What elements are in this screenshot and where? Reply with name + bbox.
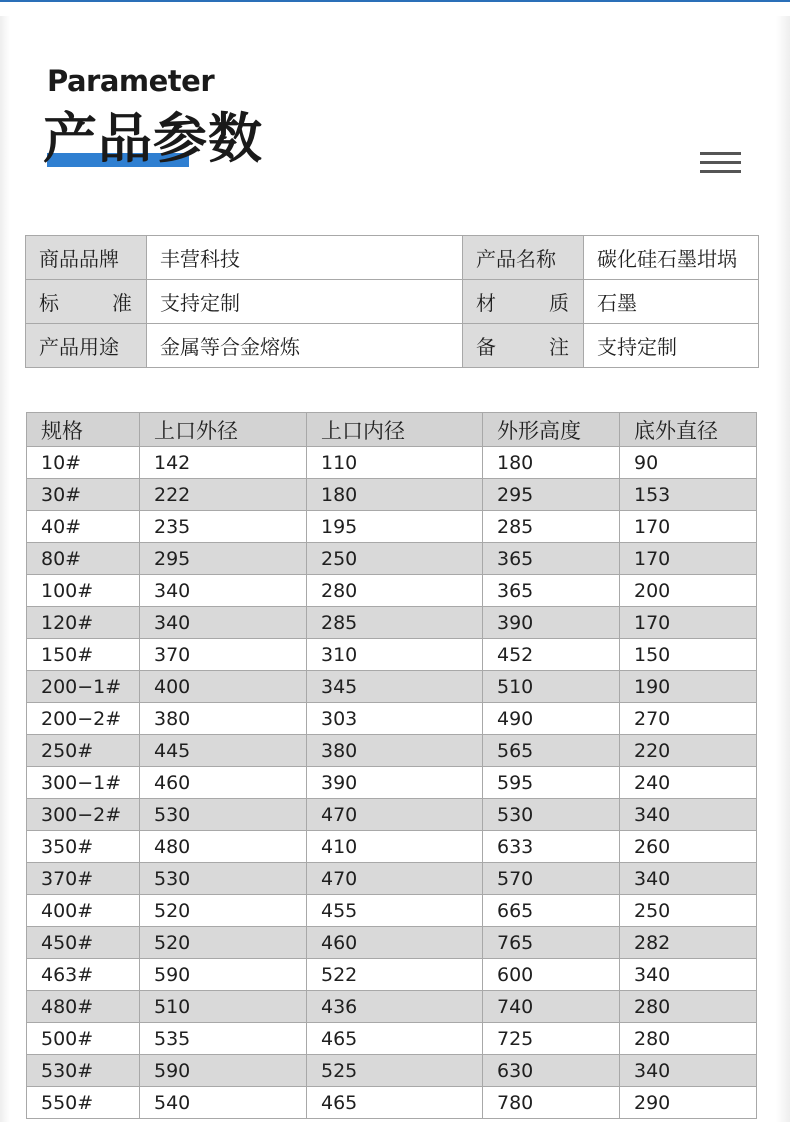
table-cell: 295 <box>483 479 620 511</box>
table-cell: 280 <box>307 575 483 607</box>
table-cell: 452 <box>483 639 620 671</box>
table-cell: 570 <box>483 863 620 895</box>
table-cell: 180 <box>307 479 483 511</box>
info-label: 备 注 <box>463 324 584 368</box>
table-cell: 303 <box>307 703 483 735</box>
table-cell: 240 <box>620 767 757 799</box>
table-cell: 436 <box>307 991 483 1023</box>
table-cell: 285 <box>307 607 483 639</box>
table-row <box>27 639 757 671</box>
table-cell: 235 <box>140 511 307 543</box>
info-value: 碳化硅石墨坩埚 <box>584 236 759 280</box>
section-title-en: Parameter <box>47 64 215 98</box>
table-cell: 740 <box>483 991 620 1023</box>
table-cell: 250 <box>620 895 757 927</box>
table-cell: 153 <box>620 479 757 511</box>
table-row <box>27 895 757 927</box>
left-page-shadow <box>0 16 10 1122</box>
table-cell: 120# <box>27 607 140 639</box>
table-row <box>27 447 757 479</box>
info-row <box>26 280 759 324</box>
table-row <box>27 703 757 735</box>
table-cell: 260 <box>620 831 757 863</box>
table-cell: 290 <box>620 1087 757 1119</box>
table-cell: 525 <box>307 1055 483 1087</box>
table-cell: 180 <box>483 447 620 479</box>
table-cell: 540 <box>140 1087 307 1119</box>
table-cell: 470 <box>307 799 483 831</box>
table-cell: 310 <box>307 639 483 671</box>
table-row <box>27 927 757 959</box>
table-cell: 520 <box>140 927 307 959</box>
table-cell: 380 <box>307 735 483 767</box>
table-cell: 445 <box>140 735 307 767</box>
table-cell: 282 <box>620 927 757 959</box>
column-header: 上口内径 <box>307 413 483 447</box>
info-label: 材 质 <box>463 280 584 324</box>
table-row <box>27 511 757 543</box>
table-cell: 250# <box>27 735 140 767</box>
spec-table-header-row <box>27 413 757 447</box>
table-cell: 300−2# <box>27 799 140 831</box>
table-cell: 460 <box>140 767 307 799</box>
table-cell: 665 <box>483 895 620 927</box>
table-cell: 530 <box>483 799 620 831</box>
table-cell: 250 <box>307 543 483 575</box>
table-cell: 345 <box>307 671 483 703</box>
table-cell: 725 <box>483 1023 620 1055</box>
right-page-shadow <box>776 16 790 1122</box>
table-cell: 300−1# <box>27 767 140 799</box>
table-cell: 365 <box>483 543 620 575</box>
table-cell: 90 <box>620 447 757 479</box>
table-row <box>27 831 757 863</box>
table-cell: 340 <box>140 575 307 607</box>
table-cell: 633 <box>483 831 620 863</box>
table-cell: 100# <box>27 575 140 607</box>
table-cell: 110 <box>307 447 483 479</box>
table-row <box>27 1055 757 1087</box>
table-cell: 370# <box>27 863 140 895</box>
table-cell: 340 <box>620 799 757 831</box>
table-cell: 590 <box>140 1055 307 1087</box>
table-cell: 142 <box>140 447 307 479</box>
table-cell: 340 <box>620 1055 757 1087</box>
table-cell: 590 <box>140 959 307 991</box>
table-cell: 410 <box>307 831 483 863</box>
table-cell: 150# <box>27 639 140 671</box>
table-cell: 390 <box>483 607 620 639</box>
table-cell: 340 <box>620 863 757 895</box>
table-row <box>27 799 757 831</box>
table-row <box>27 959 757 991</box>
section-title-cn: 产品参数 <box>43 107 263 170</box>
table-cell: 530 <box>140 863 307 895</box>
table-cell: 170 <box>620 543 757 575</box>
table-cell: 340 <box>140 607 307 639</box>
table-cell: 280 <box>620 1023 757 1055</box>
table-cell: 630 <box>483 1055 620 1087</box>
table-row <box>27 991 757 1023</box>
info-label: 商品品牌 <box>26 236 147 280</box>
table-cell: 170 <box>620 607 757 639</box>
column-header: 规格 <box>27 413 140 447</box>
table-cell: 535 <box>140 1023 307 1055</box>
table-row <box>27 863 757 895</box>
table-cell: 465 <box>307 1087 483 1119</box>
table-cell: 455 <box>307 895 483 927</box>
table-row <box>27 735 757 767</box>
top-accent-bar <box>0 0 790 2</box>
column-header: 底外直径 <box>620 413 757 447</box>
hamburger-menu-icon[interactable] <box>700 152 742 176</box>
table-cell: 190 <box>620 671 757 703</box>
table-cell: 10# <box>27 447 140 479</box>
table-cell: 480 <box>140 831 307 863</box>
table-cell: 170 <box>620 511 757 543</box>
product-info-table <box>25 235 759 368</box>
table-cell: 500# <box>27 1023 140 1055</box>
table-cell: 510 <box>483 671 620 703</box>
table-cell: 380 <box>140 703 307 735</box>
table-row <box>27 575 757 607</box>
info-value: 支持定制 <box>584 324 759 368</box>
info-value: 丰营科技 <box>147 236 463 280</box>
table-cell: 30# <box>27 479 140 511</box>
table-cell: 465 <box>307 1023 483 1055</box>
table-cell: 600 <box>483 959 620 991</box>
info-value: 金属等合金熔炼 <box>147 324 463 368</box>
table-cell: 522 <box>307 959 483 991</box>
table-cell: 595 <box>483 767 620 799</box>
table-cell: 450# <box>27 927 140 959</box>
table-cell: 200−2# <box>27 703 140 735</box>
table-row <box>27 543 757 575</box>
table-cell: 510 <box>140 991 307 1023</box>
table-cell: 220 <box>620 735 757 767</box>
table-row <box>27 1087 757 1119</box>
table-cell: 370 <box>140 639 307 671</box>
table-cell: 222 <box>140 479 307 511</box>
table-cell: 565 <box>483 735 620 767</box>
table-cell: 400 <box>140 671 307 703</box>
info-label: 标 准 <box>26 280 147 324</box>
column-header: 外形高度 <box>483 413 620 447</box>
table-cell: 780 <box>483 1087 620 1119</box>
table-cell: 520 <box>140 895 307 927</box>
info-value: 石墨 <box>584 280 759 324</box>
table-cell: 530# <box>27 1055 140 1087</box>
table-cell: 270 <box>620 703 757 735</box>
info-label: 产品用途 <box>26 324 147 368</box>
table-cell: 195 <box>307 511 483 543</box>
table-cell: 340 <box>620 959 757 991</box>
table-cell: 400# <box>27 895 140 927</box>
info-row <box>26 324 759 368</box>
table-row <box>27 1023 757 1055</box>
table-row <box>27 607 757 639</box>
info-row <box>26 236 759 280</box>
table-cell: 200 <box>620 575 757 607</box>
info-label: 产品名称 <box>463 236 584 280</box>
column-header: 上口外径 <box>140 413 307 447</box>
table-cell: 80# <box>27 543 140 575</box>
table-cell: 550# <box>27 1087 140 1119</box>
table-cell: 285 <box>483 511 620 543</box>
table-cell: 350# <box>27 831 140 863</box>
table-cell: 365 <box>483 575 620 607</box>
table-cell: 200−1# <box>27 671 140 703</box>
spec-table <box>26 412 757 1119</box>
table-cell: 530 <box>140 799 307 831</box>
table-row <box>27 479 757 511</box>
table-cell: 463# <box>27 959 140 991</box>
table-cell: 480# <box>27 991 140 1023</box>
table-cell: 40# <box>27 511 140 543</box>
table-row <box>27 671 757 703</box>
table-cell: 765 <box>483 927 620 959</box>
table-cell: 460 <box>307 927 483 959</box>
info-value: 支持定制 <box>147 280 463 324</box>
table-cell: 490 <box>483 703 620 735</box>
table-cell: 295 <box>140 543 307 575</box>
table-cell: 150 <box>620 639 757 671</box>
table-cell: 280 <box>620 991 757 1023</box>
table-cell: 390 <box>307 767 483 799</box>
table-cell: 470 <box>307 863 483 895</box>
table-row <box>27 767 757 799</box>
